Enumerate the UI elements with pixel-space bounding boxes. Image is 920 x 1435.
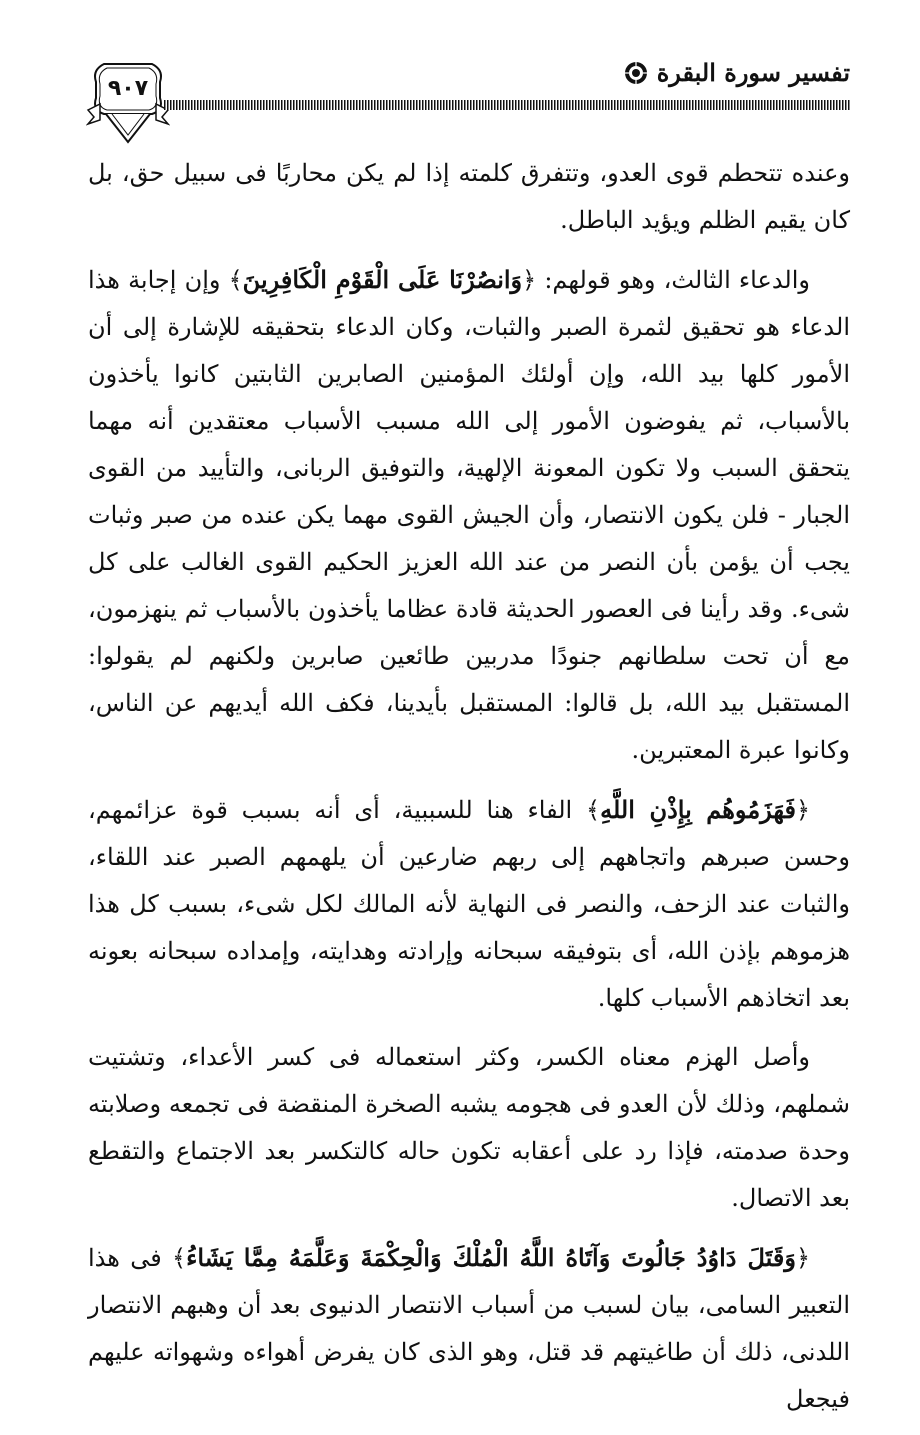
quran-verse: فَهَزَمُوهُم بِإِذْنِ اللَّهِ: [600, 795, 796, 824]
paragraph-3: [88, 786, 850, 1022]
paragraph-5: [88, 1234, 850, 1423]
paragraph-4: [88, 1034, 850, 1222]
page-number: ٩٠٧: [107, 76, 149, 101]
page-header: [86, 54, 850, 154]
paragraph-2-text: وإن إجابة هذا الدعاء هو تحقيق لثمرة الصبر والثبات، وكان الدعاء بتحقيقه للإشارة إلى أن الأمور كلها بيد الله، وإن أولئك المؤمنين الصابرين الثابتين كانوا يأخذون بالأسباب، ثم يفوضون الأمور إلى الله مسبب الأسباب معتقدين أنه مهما يتحقق السبب ولا تكون المعونة الإلهية، والتوفيق الربانى، والتأييد من القوى الجبار - فلن يكون الانتصار، وأن الجيش القوى مهما يكن عنده من صبر وثبات يجب أن يؤمن بأن النصر من عند الله العزيز الحكيم القوى الغالب على كل شىء. وقد رأينا فى العصور الحديثة قادة عظاما يأخذون بالأسباب ثم ينهزمون، مع أن تحت سلطانهم جنودًا مدربين طائعين صابرين ولكنهم لم يقولوا: المستقبل بيد الله، بل قالوا: المستقبل بأيدينا، فكف الله أيديهم عن الناس، وكانوا عبرة المعتبرين.: [88, 266, 850, 764]
quran-verse: وَانصُرْنَا عَلَى الْقَوْمِ الْكَافِرِينَ: [242, 265, 523, 294]
paragraph-4-text: وأصل الهزم معناه الكسر، وكثر استعماله فى كسر الأعداء، وتشتيت شملهم، وذلك لأن العدو فى هجومه يشبه الصخرة المنقضة فى تجمعه وصلابته وحدة صدمته، فإذا رد على أعقابه تكون حاله كالتكسر بعد الاجتماع والتقطع بعد الاتصال.: [88, 1043, 850, 1212]
paragraph-5-text: فى هذا التعبير السامى، بيان لسبب من أسباب الانتصار الدنيوى بعد أن وهبهم الانتصار اللدنى، ذلك أن طاغيتهم قد قتل، وهو الذى كان يفرض أهواءه وشهواته عليهم فيجعل: [88, 1244, 850, 1413]
paragraph-1-text: وعنده تتحطم قوى العدو، وتتفرق كلمته إذا لم يكن محاربًا فى سبيل حق، بل كان يقيم الظلم ويؤيد الباطل.: [88, 159, 850, 234]
verse-open-bracket: ﴿: [795, 1244, 811, 1272]
verse-close-bracket: ﴾: [228, 266, 243, 294]
verse-open-bracket: ﴿: [795, 796, 811, 824]
page-number-frame-icon: [86, 54, 170, 150]
paragraph-2: [88, 256, 850, 774]
header-rule: [164, 100, 850, 110]
header-title-group: [623, 58, 850, 87]
page-number-badge: [86, 54, 170, 150]
flower-ornament-icon: [623, 60, 649, 86]
verse-close-bracket: ﴾: [586, 796, 601, 824]
paragraph-1: [88, 150, 850, 244]
quran-verse: وَقَتَلَ دَاوُدُ جَالُوتَ وَآتَاهُ اللَّهُ الْمُلْكَ وَالْحِكْمَةَ وَعَلَّمَهُ مِمَّا يَشَاءُ: [186, 1243, 796, 1272]
verse-open-bracket: ﴿: [522, 266, 537, 294]
paragraph-3-text: الفاء هنا للسببية، أى أنه بسبب قوة عزائمهم، وحسن صبرهم واتجاههم إلى ربهم ضارعين أن يلهمهم الصبر عند اللقاء، والثبات عند الزحف، والنصر فى النهاية لأنه المالك لكل شىء، بسبب كل هذا هزموهم بإذن الله، أى بتوفيقه سبحانه وإرادته وهدايته، وإمداده سبحانه بعونه بعد اتخاذهم الأسباب كلها.: [88, 796, 850, 1012]
running-header-title: تفسير سورة البقرة: [656, 58, 850, 87]
page-body: [88, 150, 850, 1435]
verse-close-bracket: ﴾: [172, 1244, 187, 1272]
paragraph-2-lead: والدعاء الثالث، وهو قولهم:: [536, 266, 810, 294]
